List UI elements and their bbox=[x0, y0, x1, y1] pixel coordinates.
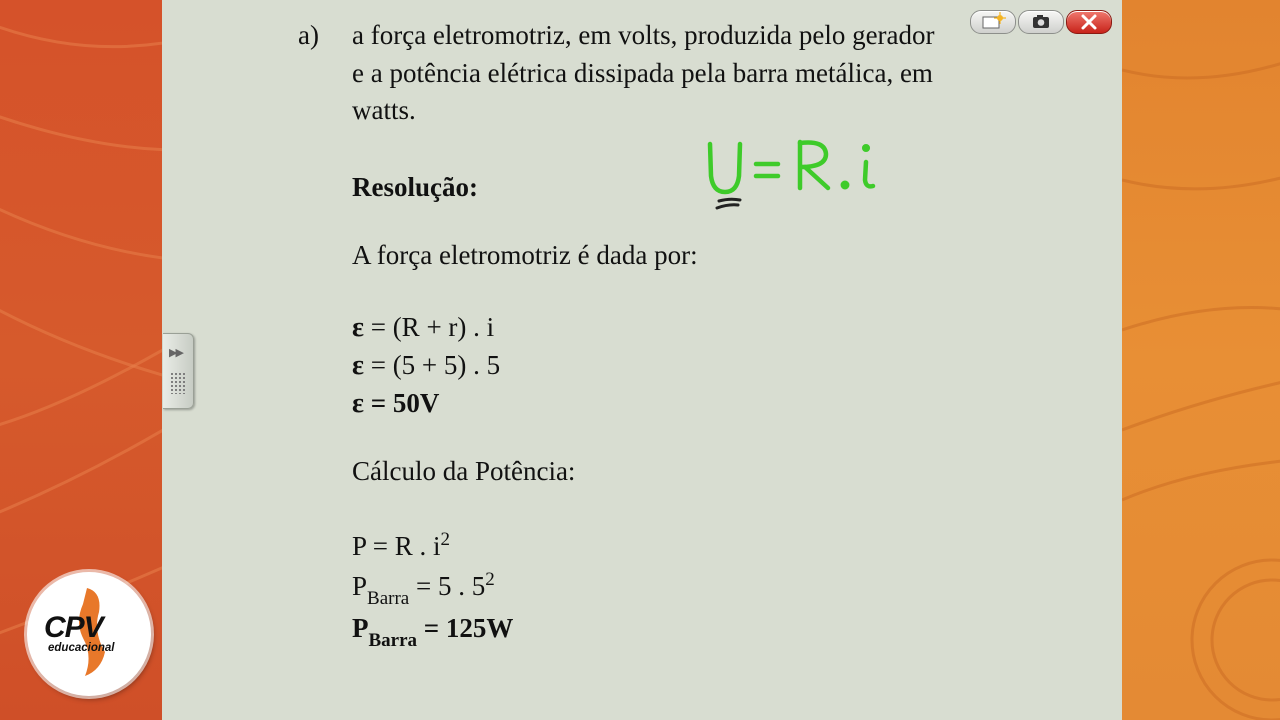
emf-formula-2 bbox=[352, 352, 500, 380]
power-line-2-P: P bbox=[352, 571, 368, 601]
slide-page bbox=[162, 0, 1122, 720]
right-background bbox=[1122, 0, 1280, 720]
question-line-1: a força eletromotriz, em volts, produzida pelo gerador bbox=[352, 20, 935, 50]
logo-subtext: educacional bbox=[48, 642, 115, 654]
question-line-3: watts. bbox=[352, 95, 416, 125]
emf-line-3: = 50V bbox=[370, 388, 440, 418]
emf-symbol: ε bbox=[352, 388, 364, 419]
emf-formula-1 bbox=[352, 314, 494, 342]
cpv-logo bbox=[27, 572, 151, 696]
power-line-1-base: P = R . i bbox=[352, 531, 441, 561]
question-line-2: e a potência elétrica dissipada pela barra metálica, em bbox=[352, 58, 933, 88]
power-formula-1 bbox=[352, 529, 451, 561]
close-icon bbox=[1067, 11, 1111, 33]
power-line-3-rest: = 125W bbox=[417, 613, 514, 643]
handwritten-note bbox=[700, 130, 890, 215]
emf-symbol: ε bbox=[352, 350, 364, 381]
side-panel-handle[interactable] bbox=[163, 333, 194, 409]
screen-sparkle-icon bbox=[971, 11, 1015, 33]
power-line-2-exponent: 2 bbox=[485, 569, 495, 590]
logo-text: CPV bbox=[44, 611, 103, 644]
screen-button[interactable] bbox=[970, 10, 1016, 34]
camera-icon bbox=[1019, 11, 1063, 33]
double-chevron-right-icon: ▶▶ bbox=[169, 346, 182, 359]
resolution-heading: Resolução: bbox=[352, 172, 478, 202]
power-line-2-rest: = 5 . 5 bbox=[409, 571, 486, 601]
power-formula-3 bbox=[352, 613, 514, 651]
emf-line-1: = (R + r) . i bbox=[370, 312, 495, 342]
power-line-3-P: P bbox=[352, 613, 369, 643]
emf-formula-3 bbox=[352, 390, 439, 418]
power-formula-2 bbox=[352, 569, 495, 609]
emf-line-2: = (5 + 5) . 5 bbox=[370, 350, 501, 380]
power-line-3-subscript: Barra bbox=[368, 630, 418, 651]
power-line-2-subscript: Barra bbox=[367, 588, 410, 609]
question-label: a) bbox=[298, 20, 319, 50]
emf-intro: A força eletromotriz é dada por: bbox=[352, 240, 698, 270]
power-heading: Cálculo da Potência: bbox=[352, 456, 576, 486]
grip-icon bbox=[170, 372, 186, 394]
emf-symbol: ε bbox=[352, 312, 364, 343]
close-button[interactable] bbox=[1066, 10, 1112, 34]
camera-button[interactable] bbox=[1018, 10, 1064, 34]
power-line-1-exponent: 2 bbox=[440, 529, 451, 550]
